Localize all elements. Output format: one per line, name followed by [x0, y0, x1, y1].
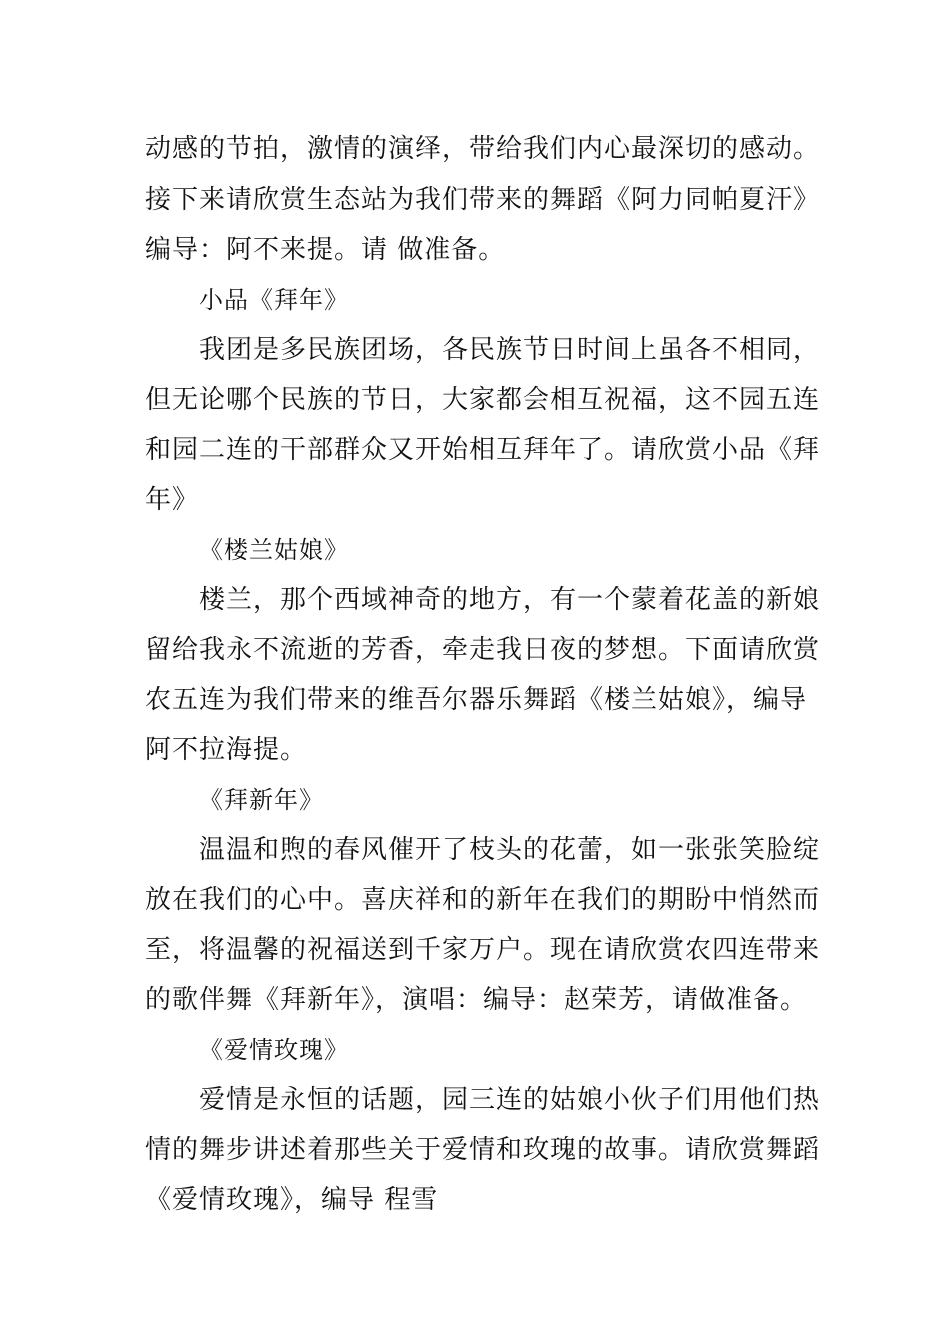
text-line: 情的舞步讲述着那些关于爱情和玫瑰的故事。请欣赏舞蹈 — [145, 1135, 821, 1165]
text-line: 和园二连的干部群众又开始相互拜年了。请欣赏小品《拜 — [145, 435, 821, 465]
text-line: 至，将温馨的祝福送到千家万户。现在请欣赏农四连带来 — [145, 935, 821, 965]
section-heading: 小品《拜年》 — [199, 286, 349, 314]
text-line: 接下来请欣赏生态站为我们带来的舞蹈《阿力同帕夏汗》 — [145, 185, 821, 215]
text-line: 年》 — [145, 485, 200, 515]
text-line: 阿不拉海提。 — [145, 735, 308, 765]
text-line: 留给我永不流逝的芳香，牵走我日夜的梦想。下面请欣赏 — [145, 635, 821, 665]
section-heading: 《拜新年》 — [199, 786, 324, 814]
section-heading: 《爱情玫瑰》 — [199, 1036, 349, 1064]
paragraph-first-line: 爱情是永恒的话题，园三连的姑娘小伙子们用他们热 — [199, 1085, 821, 1115]
text-line: 的歌伴舞《拜新年》，演唱：编导：赵荣芳，请做准备。 — [145, 985, 808, 1015]
paragraph-first-line: 楼兰，那个西域神奇的地方，有一个蒙着花盖的新娘 — [199, 585, 821, 615]
paragraph-first-line: 温温和煦的春风催开了枝头的花蕾，如一张张笑脸绽 — [199, 835, 821, 865]
text-line: 农五连为我们带来的维吾尔器乐舞蹈《楼兰姑娘》，编导 — [145, 685, 808, 715]
text-line: 放在我们的心中。喜庆祥和的新年在我们的期盼中悄然而 — [145, 885, 821, 915]
text-line: 编导：阿不来提。请 做准备。 — [145, 235, 506, 265]
section-heading: 《楼兰姑娘》 — [199, 536, 349, 564]
text-line: 《爱情玫瑰》，编导 程雪 — [145, 1185, 439, 1215]
text-line: 但无论哪个民族的节日，大家都会相互祝福，这不园五连 — [145, 385, 821, 415]
text-line: 动感的节拍，激情的演绎，带给我们内心最深切的感动。 — [145, 134, 821, 164]
paragraph-first-line: 我团是多民族团场，各民族节日时间上虽各不相同， — [199, 335, 821, 365]
